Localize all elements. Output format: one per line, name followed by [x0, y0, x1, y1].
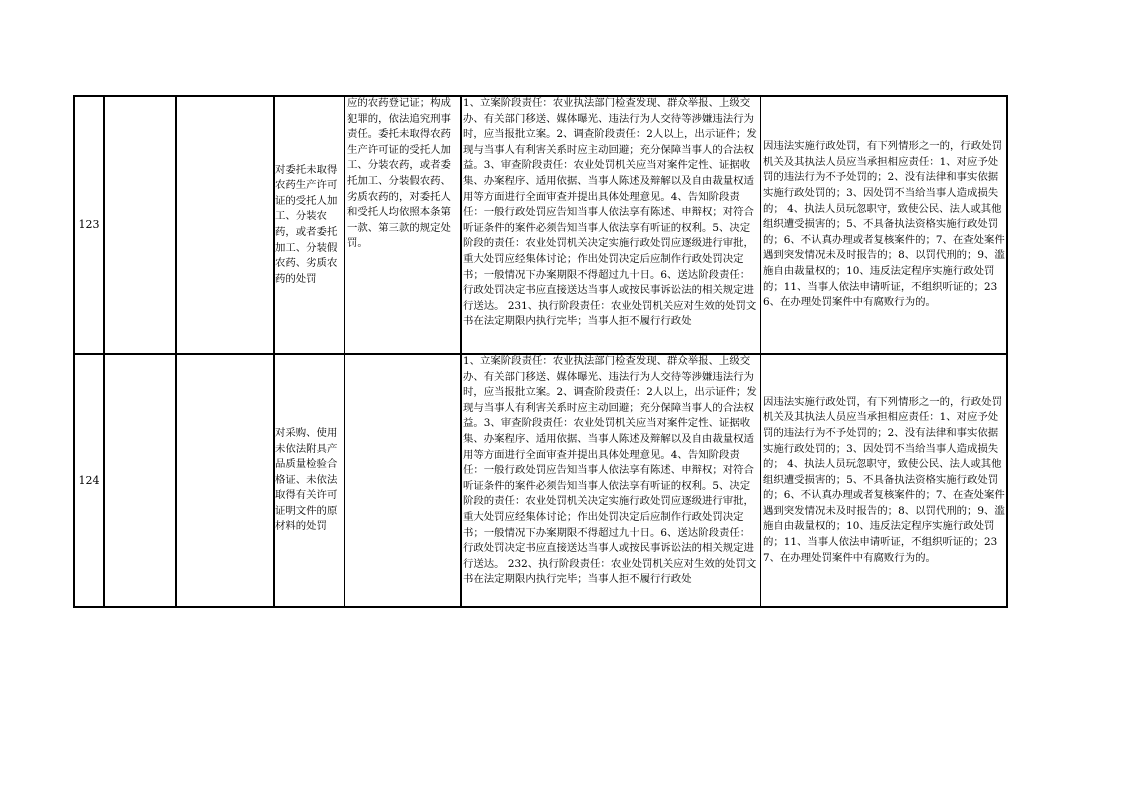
accountability-text: 因违法实施行政处罚，有下列情形之一的，行政处罚机关及其执法人员应当承担相应责任：1、对应予处罚的违法行为不予处罚的；2、没有法律和事实依据实施行政处罚的；3、因处罚不当给当事人造成损失的； 4、执法人员玩忽职守，致使公民、法人或其他组织遭受损害的；5、不具备执法资格实施行政处罚的；6、不认真办理或者复核案件的；7、在查处案件遇到突发情况未及时报告的；8、以罚代刑的；9、滥施自由裁量权的；10、违反法定程序实施行政处罚的；11、当事人依法申请听证，不组织听证的；237、在办理处罚案件中有腐败行为的。 [763, 395, 1005, 564]
responsibility-cell [461, 96, 761, 354]
column-line-right [1006, 95, 1008, 608]
item-name-cell [274, 96, 345, 354]
accountability-cell [761, 96, 1007, 354]
column-line [460, 95, 462, 608]
row-number: 124 [78, 473, 100, 487]
responsibility-text: 1、立案阶段责任：农业执法部门检查发现、群众举报、上级交办、有关部门移送、媒体曝光、违法行为人交待等涉嫌违法行为时，应当报批立案。2、调查阶段责任：2人以上，出示证件；发现与当事人有利害关系时应主动回避；充分保障当事人的合法权益。3、审查阶段责任：农业处罚机关应当对案件定性、证据收集、办案程序、适用依据、当事人陈述及辩解以及自由裁量权适用等方面进行全面审查并提出具体处理意见。4、告知阶段责任：一般行政处罚应告知当事人依法享有陈述、申辩权；对符合听证条件的案件必须告知当事人依法享有听证的权利。5、决定阶段的责任：农业处罚机关决定实施行政处罚应逐级进行审批，重大处罚应经集体讨论；作出处罚决定后应制作行政处罚决定书；一般情况下办案期限不得超过九十日。6、送达阶段责任：行政处罚决定书应直接送达当事人或按民事诉讼法的相关规定进行送达。 232、执行阶段责任：农业处罚机关应对生效的处罚文书在法定期限内执行完毕；当事人拒不履行行政处 [463, 355, 757, 586]
basis-cell [345, 354, 460, 607]
item-name: 对委托未取得农药生产许可证的受托人加工、分装农药，或者委托加工、分装假农药、劣质农药的处罚 [275, 163, 338, 285]
column-line [344, 95, 345, 608]
accountability-text: 因违法实施行政处罚，有下列情形之一的，行政处罚机关及其执法人员应当承担相应责任：1、对应予处罚的违法行为不予处罚的；2、没有法律和事实依据实施行政处罚的；3、因处罚不当给当事人造成损失的； 4、执法人员玩忽职守，致使公民、法人或其他组织遭受损害的；5、不具备执法资格实施行政处罚的；6、不认真办理或者复核案件的；7、在查处案件遇到突发情况未及时报告的；8、以罚代刑的；9、滥施自由裁量权的；10、违反法定程序实施行政处罚的；11、当事人依法申请听证，不组织听证的；236、在办理处罚案件中有腐败行为的。 [763, 140, 1005, 309]
row-divider [74, 353, 1008, 355]
responsibility-text: 1、立案阶段责任：农业执法部门检查发现、群众举报、上级交办、有关部门移送、媒体曝光、违法行为人交待等涉嫌违法行为时，应当报批立案。2、调查阶段责任：2人以上，出示证件；发现与当事人有利害关系时应主动回避；充分保障当事人的合法权益。3、审查阶段责任：农业处罚机关应当对案件定性、证据收集、办案程序、适用依据、当事人陈述及辩解以及自由裁量权适用等方面进行全面审查并提出具体处理意见。4、告知阶段责任：一般行政处罚应告知当事人依法享有陈述、申辩权；对符合听证条件的案件必须告知当事人依法享有听证的权利。5、决定阶段的责任：农业处罚机关决定实施行政处罚应逐级进行审批，重大处罚应经集体讨论；作出处罚决定后应制作行政处罚决定书；一般情况下办案期限不得超过九十日。6、送达阶段责任：行政处罚决定书应直接送达当事人或按民事诉讼法的相关规定进行送达。 231、执行阶段责任：农业处罚机关应对生效的处罚文书在法定期限内执行完毕；当事人拒不履行行政处 [463, 97, 757, 328]
accountability-cell [761, 354, 1007, 607]
column-line [273, 95, 275, 608]
column-line-left [73, 95, 75, 608]
table-border-bottom [74, 606, 1008, 608]
column-line [760, 95, 761, 608]
column-line [175, 95, 177, 608]
basis-cell [345, 96, 460, 354]
legal-basis: 应的农药登记证；构成犯罪的，依法追究刑事责任。委托未取得农药生产许可证的受托人加工、分装农药，或者委托加工、分装假农药、劣质农药的，对委托人和受托人均依照本条第一款、第三款的规定处罚。 [347, 97, 451, 250]
item-name: 对采购、使用未依法附具产品质量检验合格证、未依法取得有关许可证明文件的原材料的处罚 [275, 426, 338, 533]
table-border-top [74, 95, 1008, 97]
responsibility-cell [461, 354, 761, 607]
row-number: 123 [78, 218, 100, 232]
column-line [103, 95, 105, 608]
item-name-cell [274, 354, 345, 607]
